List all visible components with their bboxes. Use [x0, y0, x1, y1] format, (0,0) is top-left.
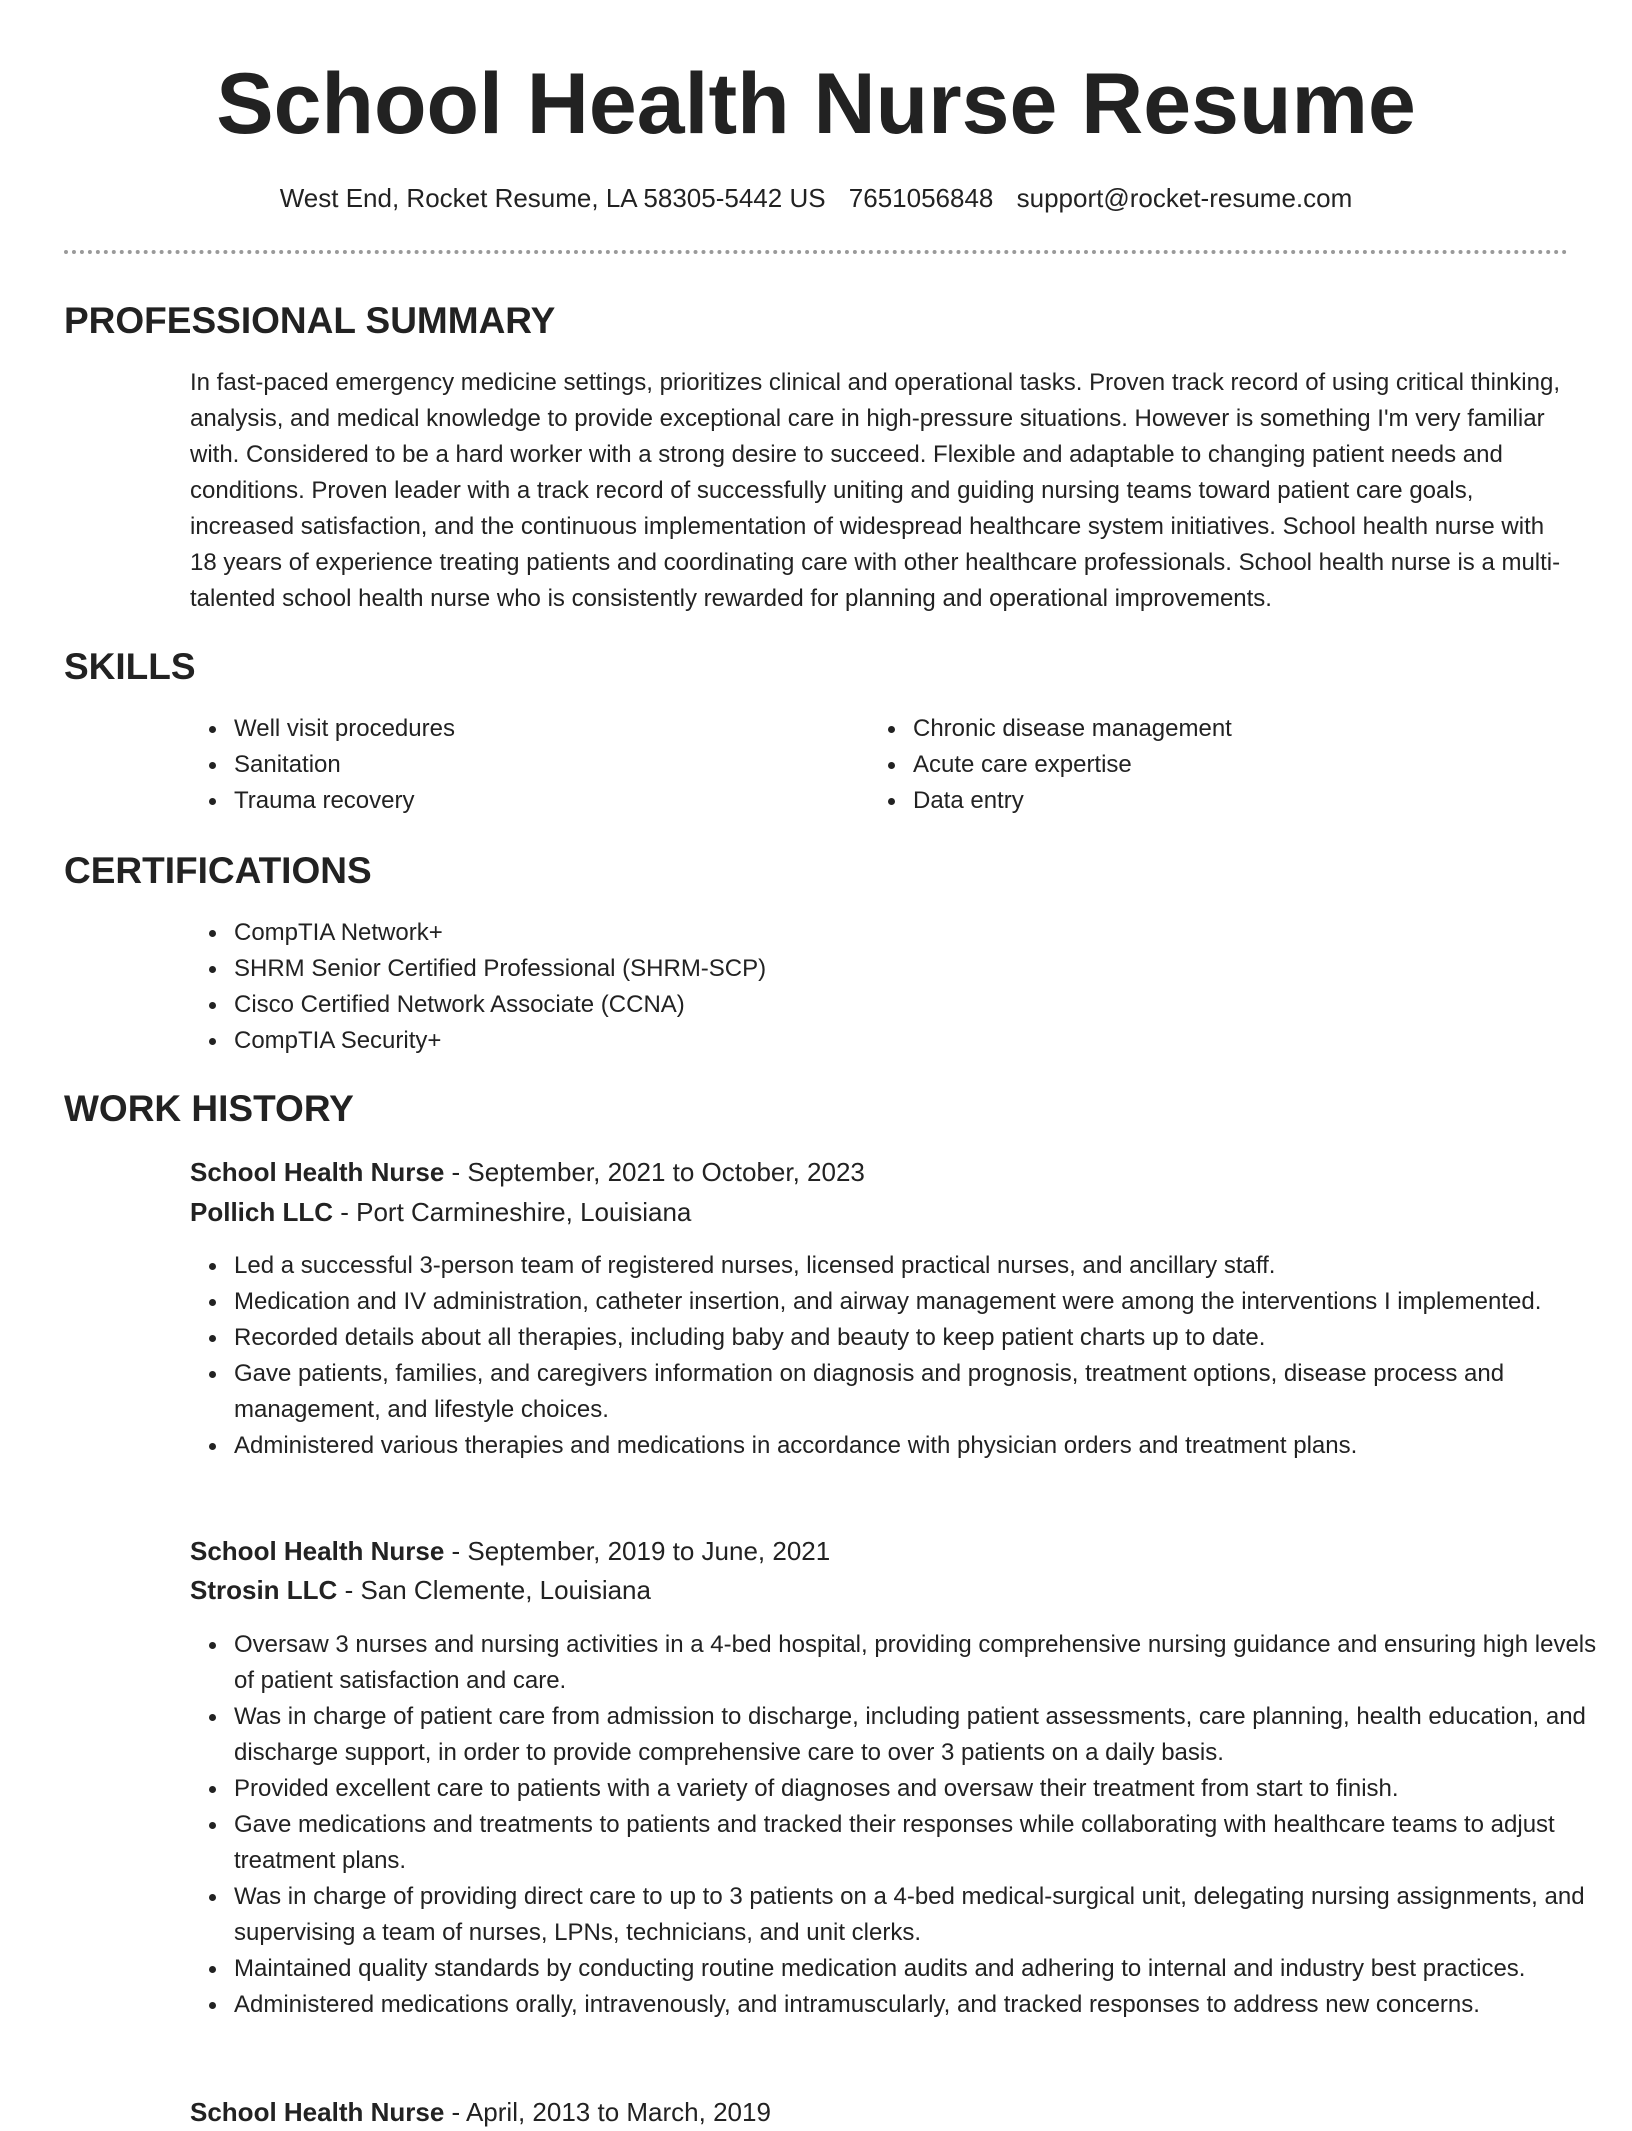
- list-item: Administered medications orally, intravenously, and intramuscularly, and tracked responses to address new concerns.: [234, 1987, 1612, 2023]
- list-item: Administered various therapies and medications in accordance with physician orders and treatment plans.: [234, 1428, 1612, 1464]
- list-item: CompTIA Security+: [234, 1023, 1234, 1059]
- list-item: SHRM Senior Certified Professional (SHRM-SCP): [234, 951, 1234, 987]
- header-divider: [64, 250, 1568, 254]
- list-item: CompTIA Network+: [234, 915, 1234, 951]
- list-item: Well visit procedures: [234, 711, 834, 747]
- contact-line: [0, 178, 1632, 218]
- list-item: Data entry: [913, 783, 1513, 819]
- summary-heading: PROFESSIONAL SUMMARY: [64, 300, 556, 341]
- skills-list-left: [190, 711, 834, 819]
- job-company-line: [190, 1571, 651, 1609]
- job-company-line: [190, 1193, 691, 1231]
- list-item: Acute care expertise: [913, 747, 1513, 783]
- summary-text: In fast-paced emergency medicine settings, prioritizes clinical and operational tasks. Proven track record of using critical thinking, analysis, and medical knowledge to provide exceptional care in high-pressure situations. However is something I'm very familiar with. Considered to be a hard worker with a strong desire to succeed. Flexible and adaptable to changing patient needs and conditions. Proven leader with a track record of successfully uniting and guiding nursing teams toward patient care goals, increased satisfaction, and the continuous implementation of widespread healthcare system initiatives. School health nurse with 18 years of experience treating patients and coordinating care with other healthcare professionals. School health nurse is a multi-talented school health nurse who is consistently rewarded for planning and operational improvements.: [190, 369, 1561, 612]
- list-item: Provided excellent care to patients with a variety of diagnoses and oversaw their treatment from start to finish.: [234, 1771, 1612, 1807]
- job-dates: - September, 2019 to June, 2021: [444, 1536, 831, 1566]
- job-bullets: [190, 1627, 1612, 2023]
- list-item: Gave medications and treatments to patients and tracked their responses while collaborating with healthcare teams to adjust treatment plans.: [234, 1807, 1612, 1879]
- list-item: Was in charge of patient care from admission to discharge, including patient assessments, care planning, health education, and discharge support, in order to provide comprehensive care to over 3 patients on a daily basis.: [234, 1699, 1612, 1771]
- job-company: Pollich LLC: [190, 1197, 333, 1227]
- job-location: - Port Carmineshire, Louisiana: [333, 1197, 692, 1227]
- job-title: School Health Nurse: [190, 2097, 445, 2127]
- resume-title: School Health Nurse Resume: [216, 56, 1416, 152]
- list-item: Oversaw 3 nurses and nursing activities in a 4-bed hospital, providing comprehensive nursing guidance and ensuring high levels of patient satisfaction and care.: [234, 1627, 1612, 1699]
- job-bullets: [190, 1248, 1612, 1464]
- contact-address: West End, Rocket Resume, LA 58305-5442 US: [279, 183, 826, 213]
- job-title-line: [190, 2093, 771, 2131]
- skills-heading: SKILLS: [64, 646, 196, 687]
- list-item: Led a successful 3-person team of registered nurses, licensed practical nurses, and ancillary staff.: [234, 1248, 1612, 1284]
- list-item: Maintained quality standards by conducting routine medication audits and adhering to internal and industry best practices.: [234, 1951, 1612, 1987]
- job-location: - San Clemente, Louisiana: [337, 1575, 651, 1605]
- contact-phone: 7651056848: [848, 183, 994, 213]
- job-company: Strosin LLC: [190, 1575, 338, 1605]
- job-dates: - April, 2013 to March, 2019: [444, 2097, 771, 2127]
- list-item: Sanitation: [234, 747, 834, 783]
- job-title-line: [190, 1532, 830, 1570]
- list-item: Recorded details about all therapies, including baby and beauty to keep patient charts up to date.: [234, 1320, 1612, 1356]
- list-item: Gave patients, families, and caregivers information on diagnosis and prognosis, treatment options, disease process and management, and lifestyle choices.: [234, 1356, 1612, 1428]
- list-item: Was in charge of providing direct care to up to 3 patients on a 4-bed medical-surgical unit, delegating nursing assignments, and supervising a team of nurses, LPNs, technicians, and unit clerks.: [234, 1879, 1612, 1951]
- work-history-heading: WORK HISTORY: [64, 1088, 354, 1129]
- job-title-line: [190, 1153, 865, 1191]
- list-item: Cisco Certified Network Associate (CCNA): [234, 987, 1234, 1023]
- skills-list-right: [869, 711, 1513, 819]
- certifications-list: [190, 915, 1234, 1059]
- contact-email: support@rocket-resume.com: [1016, 183, 1353, 213]
- job-title: School Health Nurse: [190, 1157, 445, 1187]
- job-title: School Health Nurse: [190, 1536, 445, 1566]
- list-item: Chronic disease management: [913, 711, 1513, 747]
- list-item: Medication and IV administration, catheter insertion, and airway management were among the interventions I implemented.: [234, 1284, 1612, 1320]
- job-dates: - September, 2021 to October, 2023: [444, 1157, 865, 1187]
- list-item: Trauma recovery: [234, 783, 834, 819]
- certifications-heading: CERTIFICATIONS: [64, 850, 372, 891]
